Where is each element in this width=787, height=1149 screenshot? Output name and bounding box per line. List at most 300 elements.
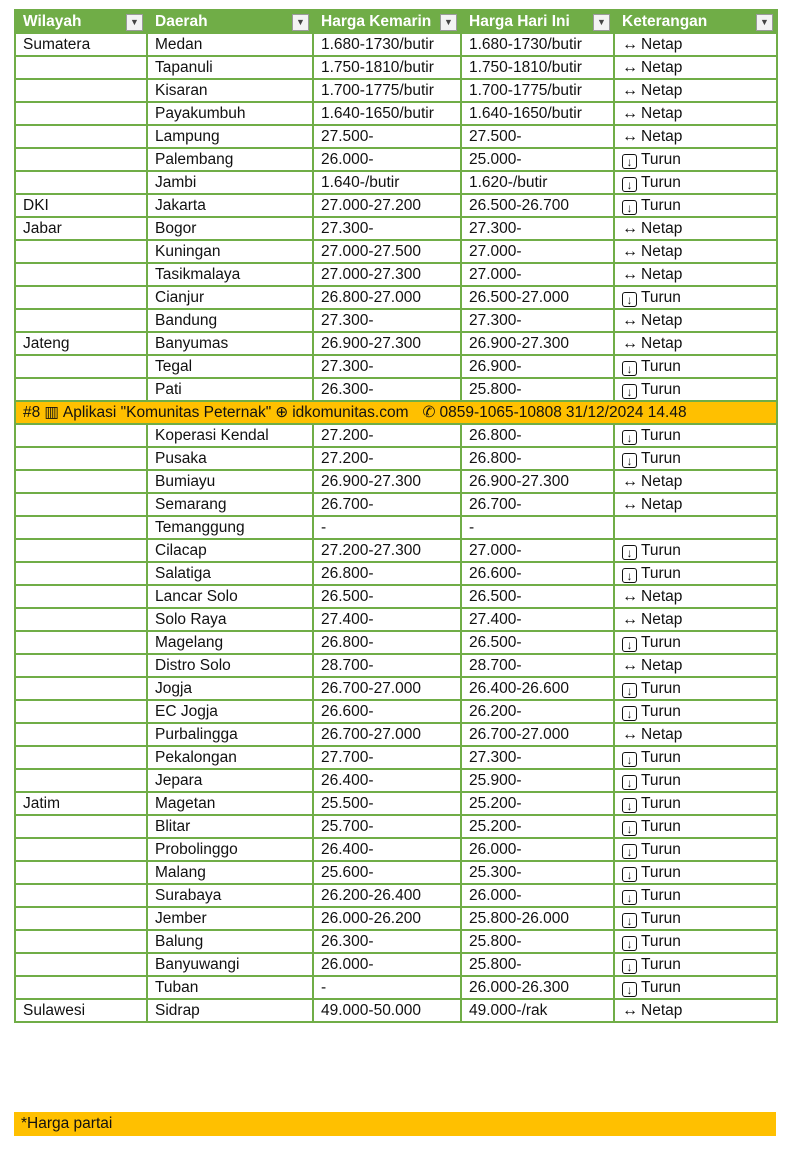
table-row (15, 378, 777, 401)
cell-keterangan[interactable] (614, 79, 777, 102)
keterangan-label: Turun (641, 702, 681, 720)
cell-wilayah[interactable] (15, 953, 147, 976)
cell-wilayah[interactable] (15, 355, 147, 378)
banner-number: #8 (23, 403, 41, 421)
cell-wilayah[interactable] (15, 838, 147, 861)
cell-daerah[interactable]: Tuban (147, 976, 313, 999)
cell-keterangan[interactable] (614, 746, 777, 769)
cell-harga-kemarin[interactable]: 26.700-27.000 (313, 677, 461, 700)
cell-harga-kemarin[interactable]: 27.000-27.300 (313, 263, 461, 286)
filter-dropdown-icon[interactable]: ▼ (126, 14, 143, 31)
cell-keterangan[interactable] (614, 33, 777, 56)
cell-daerah[interactable]: EC Jogja (147, 700, 313, 723)
cell-harga-kemarin[interactable]: 27.700- (313, 746, 461, 769)
cell-harga-hari-ini[interactable]: 25.300- (461, 861, 614, 884)
cell-keterangan[interactable] (614, 56, 777, 79)
header-wilayah-label: Wilayah (23, 12, 82, 30)
cell-harga-hari-ini[interactable]: 26.800- (461, 447, 614, 470)
cell-daerah[interactable]: Sidrap (147, 999, 313, 1022)
cell-harga-hari-ini[interactable]: 26.500-27.000 (461, 286, 614, 309)
cell-daerah[interactable]: Cianjur (147, 286, 313, 309)
header-wilayah[interactable] (15, 10, 147, 33)
cell-harga-kemarin[interactable]: 1.750-1810/butir (313, 56, 461, 79)
cell-harga-kemarin[interactable]: 1.680-1730/butir (313, 33, 461, 56)
cell-harga-kemarin[interactable]: 25.500- (313, 792, 461, 815)
header-harga-hari-ini-label: Harga Hari Ini (469, 12, 570, 30)
cell-harga-hari-ini[interactable]: 27.300- (461, 309, 614, 332)
down-arrow-icon: ↓ (622, 177, 637, 192)
keterangan-label: Netap (641, 1001, 683, 1019)
cell-harga-kemarin[interactable]: 26.200-26.400 (313, 884, 461, 907)
cell-wilayah[interactable] (15, 125, 147, 148)
cell-harga-kemarin[interactable]: 25.600- (313, 861, 461, 884)
table-row (15, 309, 777, 332)
left-right-arrow-icon: ↔ (622, 104, 637, 122)
filter-dropdown-icon[interactable]: ▼ (756, 14, 773, 31)
cell-keterangan[interactable] (614, 355, 777, 378)
cell-keterangan[interactable] (614, 516, 777, 539)
table-row (15, 217, 777, 240)
cell-harga-hari-ini[interactable]: 26.700-27.000 (461, 723, 614, 746)
cell-keterangan[interactable] (614, 194, 777, 217)
left-right-arrow-icon: ↔ (622, 58, 637, 76)
cell-daerah[interactable]: Surabaya (147, 884, 313, 907)
keterangan-label: Netap (641, 81, 683, 99)
cell-harga-hari-ini[interactable]: 26.000- (461, 884, 614, 907)
cell-harga-hari-ini[interactable]: 26.500-26.700 (461, 194, 614, 217)
table-row (15, 125, 777, 148)
cell-harga-hari-ini[interactable]: 26.900-27.300 (461, 332, 614, 355)
cell-daerah[interactable]: Balung (147, 930, 313, 953)
cell-wilayah[interactable] (15, 976, 147, 999)
cell-keterangan[interactable] (614, 562, 777, 585)
cell-daerah[interactable]: Bumiayu (147, 470, 313, 493)
keterangan-label: Turun (641, 909, 681, 927)
filter-dropdown-icon[interactable]: ▼ (292, 14, 309, 31)
promo-banner-row (15, 401, 777, 424)
cell-harga-kemarin[interactable]: 27.200-27.300 (313, 539, 461, 562)
cell-harga-kemarin[interactable]: 26.000- (313, 953, 461, 976)
cell-wilayah[interactable] (15, 608, 147, 631)
cell-wilayah[interactable] (15, 539, 147, 562)
keterangan-label: Turun (641, 449, 681, 467)
table-row (15, 286, 777, 309)
cell-harga-kemarin[interactable]: 27.300- (313, 355, 461, 378)
keterangan-label: Netap (641, 495, 683, 513)
cell-wilayah[interactable] (15, 493, 147, 516)
cell-keterangan[interactable] (614, 286, 777, 309)
cell-keterangan[interactable] (614, 815, 777, 838)
cell-daerah[interactable]: Jakarta (147, 194, 313, 217)
cell-keterangan[interactable] (614, 884, 777, 907)
down-arrow-icon: ↓ (622, 867, 637, 882)
cell-wilayah[interactable] (15, 907, 147, 930)
cell-wilayah[interactable] (15, 654, 147, 677)
cell-keterangan[interactable] (614, 539, 777, 562)
cell-harga-kemarin[interactable]: 26.500- (313, 585, 461, 608)
cell-wilayah[interactable] (15, 677, 147, 700)
table-body (15, 33, 777, 1022)
cell-keterangan[interactable] (614, 240, 777, 263)
down-arrow-icon: ↓ (622, 384, 637, 399)
keterangan-label: Turun (641, 978, 681, 996)
cell-wilayah[interactable]: Sulawesi (15, 999, 147, 1022)
cell-harga-hari-ini[interactable]: 27.000- (461, 240, 614, 263)
cell-daerah[interactable]: Solo Raya (147, 608, 313, 631)
cell-daerah[interactable]: Pusaka (147, 447, 313, 470)
table-row (15, 792, 777, 815)
keterangan-label: Turun (641, 863, 681, 881)
cell-keterangan[interactable] (614, 838, 777, 861)
cell-keterangan[interactable] (614, 769, 777, 792)
cell-keterangan[interactable] (614, 171, 777, 194)
cell-keterangan[interactable] (614, 631, 777, 654)
cell-harga-hari-ini[interactable]: 27.300- (461, 746, 614, 769)
table-row (15, 654, 777, 677)
cell-daerah[interactable]: Distro Solo (147, 654, 313, 677)
table-row (15, 700, 777, 723)
cell-harga-kemarin[interactable]: 27.200- (313, 447, 461, 470)
cell-harga-kemarin[interactable]: 27.300- (313, 309, 461, 332)
cell-keterangan[interactable] (614, 677, 777, 700)
cell-harga-hari-ini[interactable]: 26.800- (461, 424, 614, 447)
cell-daerah[interactable]: Probolinggo (147, 838, 313, 861)
cell-harga-kemarin[interactable]: 27.400- (313, 608, 461, 631)
keterangan-label: Turun (641, 794, 681, 812)
cell-harga-kemarin[interactable]: 26.000- (313, 148, 461, 171)
table-row (15, 930, 777, 953)
cell-harga-kemarin[interactable]: 26.400- (313, 769, 461, 792)
left-right-arrow-icon: ↔ (622, 81, 637, 99)
cell-keterangan[interactable] (614, 907, 777, 930)
cell-harga-hari-ini[interactable]: 27.000- (461, 263, 614, 286)
cell-wilayah[interactable] (15, 769, 147, 792)
cell-harga-hari-ini[interactable]: 1.750-1810/butir (461, 56, 614, 79)
cell-wilayah[interactable] (15, 631, 147, 654)
cell-harga-hari-ini[interactable]: 26.900- (461, 355, 614, 378)
left-right-arrow-icon: ↔ (622, 1001, 637, 1019)
cell-keterangan[interactable] (614, 585, 777, 608)
cell-daerah[interactable]: Bogor (147, 217, 313, 240)
cell-keterangan[interactable] (614, 723, 777, 746)
cell-keterangan[interactable] (614, 953, 777, 976)
cell-harga-kemarin[interactable]: 26.900-27.300 (313, 470, 461, 493)
cell-harga-hari-ini[interactable]: 1.620-/butir (461, 171, 614, 194)
down-arrow-icon: ↓ (622, 683, 637, 698)
cell-harga-kemarin[interactable]: 26.300- (313, 378, 461, 401)
keterangan-label: Turun (641, 150, 681, 168)
cell-harga-hari-ini[interactable]: 26.000- (461, 838, 614, 861)
filter-dropdown-icon[interactable]: ▼ (593, 14, 610, 31)
cell-daerah[interactable]: Lancar Solo (147, 585, 313, 608)
cell-daerah[interactable]: Salatiga (147, 562, 313, 585)
cell-daerah[interactable]: Cilacap (147, 539, 313, 562)
banner-app-text: Aplikasi "Komunitas Peternak" (62, 403, 272, 421)
cell-daerah[interactable]: Tasikmalaya (147, 263, 313, 286)
cell-daerah[interactable]: Temanggung (147, 516, 313, 539)
cell-wilayah[interactable]: Jabar (15, 217, 147, 240)
banner-phone[interactable]: 0859-1065-10808 (439, 403, 562, 421)
table-row (15, 102, 777, 125)
down-arrow-icon: ↓ (622, 752, 637, 767)
cell-wilayah[interactable] (15, 930, 147, 953)
header-harga-hari-ini[interactable] (461, 10, 614, 33)
cell-daerah[interactable]: Jepara (147, 769, 313, 792)
price-sheet (14, 9, 776, 1023)
cell-harga-kemarin[interactable]: 26.800- (313, 562, 461, 585)
cell-harga-hari-ini[interactable]: 25.200- (461, 815, 614, 838)
cell-harga-hari-ini[interactable]: 49.000-/rak (461, 999, 614, 1022)
cell-harga-kemarin[interactable]: 26.700-27.000 (313, 723, 461, 746)
cell-harga-hari-ini[interactable]: 26.400-26.600 (461, 677, 614, 700)
cell-wilayah[interactable] (15, 263, 147, 286)
table-row (15, 148, 777, 171)
telephone-icon: ✆ (422, 404, 436, 421)
cell-wilayah[interactable] (15, 171, 147, 194)
header-harga-kemarin-label: Harga Kemarin (321, 12, 432, 30)
cell-keterangan[interactable] (614, 999, 777, 1022)
down-arrow-icon: ↓ (622, 890, 637, 905)
cell-harga-hari-ini[interactable]: 26.500- (461, 585, 614, 608)
cell-harga-kemarin[interactable]: 25.700- (313, 815, 461, 838)
cell-harga-kemarin[interactable]: 26.400- (313, 838, 461, 861)
cell-keterangan[interactable] (614, 102, 777, 125)
cell-harga-hari-ini[interactable]: 1.700-1775/butir (461, 79, 614, 102)
cell-harga-kemarin[interactable]: 27.300- (313, 217, 461, 240)
cell-harga-kemarin[interactable]: 27.200- (313, 424, 461, 447)
cell-wilayah[interactable] (15, 516, 147, 539)
cell-daerah[interactable]: Kuningan (147, 240, 313, 263)
cell-harga-hari-ini[interactable]: 28.700- (461, 654, 614, 677)
cell-harga-hari-ini[interactable]: 1.640-1650/butir (461, 102, 614, 125)
cell-daerah[interactable]: Kisaran (147, 79, 313, 102)
cell-wilayah[interactable] (15, 102, 147, 125)
cell-harga-kemarin[interactable]: 27.000-27.500 (313, 240, 461, 263)
left-right-arrow-icon: ↔ (622, 610, 637, 628)
cell-harga-kemarin[interactable]: 1.640-1650/butir (313, 102, 461, 125)
header-keterangan[interactable] (614, 10, 777, 33)
cell-wilayah[interactable] (15, 79, 147, 102)
cell-wilayah[interactable] (15, 700, 147, 723)
down-arrow-icon: ↓ (622, 292, 637, 307)
down-arrow-icon: ↓ (622, 844, 637, 859)
cell-harga-kemarin[interactable]: 26.000-26.200 (313, 907, 461, 930)
keterangan-label: Turun (641, 288, 681, 306)
cell-keterangan[interactable] (614, 217, 777, 240)
table-row (15, 424, 777, 447)
cell-harga-kemarin[interactable]: 49.000-50.000 (313, 999, 461, 1022)
down-arrow-icon: ↓ (622, 361, 637, 376)
left-right-arrow-icon: ↔ (622, 35, 637, 53)
cell-harga-hari-ini[interactable]: 1.680-1730/butir (461, 33, 614, 56)
cell-wilayah[interactable]: Jatim (15, 792, 147, 815)
cell-daerah[interactable]: Jember (147, 907, 313, 930)
cell-daerah[interactable]: Malang (147, 861, 313, 884)
table-row (15, 953, 777, 976)
cell-keterangan[interactable] (614, 263, 777, 286)
banner-website[interactable]: idkomunitas.com (292, 403, 409, 421)
keterangan-label: Turun (641, 886, 681, 904)
cell-harga-kemarin[interactable]: 26.800-27.000 (313, 286, 461, 309)
cell-keterangan[interactable] (614, 930, 777, 953)
cell-harga-hari-ini[interactable]: - (461, 516, 614, 539)
left-right-arrow-icon: ↔ (622, 127, 637, 145)
cell-harga-hari-ini[interactable]: 26.000-26.300 (461, 976, 614, 999)
cell-keterangan[interactable] (614, 332, 777, 355)
cell-keterangan[interactable] (614, 792, 777, 815)
cell-harga-hari-ini[interactable]: 25.800- (461, 378, 614, 401)
cell-wilayah[interactable] (15, 309, 147, 332)
cell-harga-hari-ini[interactable]: 26.900-27.300 (461, 470, 614, 493)
cell-keterangan[interactable] (614, 493, 777, 516)
keterangan-label: Turun (641, 771, 681, 789)
cell-harga-hari-ini[interactable]: 25.200- (461, 792, 614, 815)
cell-daerah[interactable]: Payakumbuh (147, 102, 313, 125)
header-harga-kemarin[interactable] (313, 10, 461, 33)
cell-harga-hari-ini[interactable]: 27.300- (461, 217, 614, 240)
cell-harga-hari-ini[interactable]: 25.800- (461, 930, 614, 953)
cell-keterangan[interactable] (614, 424, 777, 447)
cell-harga-kemarin[interactable]: 1.700-1775/butir (313, 79, 461, 102)
footnote: *Harga partai (14, 1112, 776, 1136)
cell-harga-kemarin[interactable]: 27.500- (313, 125, 461, 148)
cell-daerah[interactable]: Palembang (147, 148, 313, 171)
cell-keterangan[interactable] (614, 976, 777, 999)
cell-wilayah[interactable] (15, 861, 147, 884)
down-arrow-icon: ↓ (622, 545, 637, 560)
cell-harga-hari-ini[interactable]: 25.800- (461, 953, 614, 976)
cell-wilayah[interactable] (15, 378, 147, 401)
cell-harga-hari-ini[interactable]: 25.900- (461, 769, 614, 792)
cell-wilayah[interactable] (15, 424, 147, 447)
cell-daerah[interactable]: Magetan (147, 792, 313, 815)
cell-harga-kemarin[interactable]: 26.700- (313, 493, 461, 516)
cell-harga-kemarin[interactable]: 27.000-27.200 (313, 194, 461, 217)
price-table (14, 9, 778, 1023)
cell-harga-kemarin[interactable]: - (313, 976, 461, 999)
cell-harga-hari-ini[interactable]: 25.000- (461, 148, 614, 171)
cell-wilayah[interactable] (15, 884, 147, 907)
cell-harga-kemarin[interactable]: 26.300- (313, 930, 461, 953)
cell-daerah[interactable]: Tapanuli (147, 56, 313, 79)
down-arrow-icon: ↓ (622, 821, 637, 836)
cell-wilayah[interactable] (15, 815, 147, 838)
cell-daerah[interactable]: Tegal (147, 355, 313, 378)
cell-harga-kemarin[interactable]: 26.800- (313, 631, 461, 654)
cell-keterangan[interactable] (614, 654, 777, 677)
left-right-arrow-icon: ↔ (622, 587, 637, 605)
table-row (15, 56, 777, 79)
cell-harga-hari-ini[interactable]: 27.000- (461, 539, 614, 562)
cell-wilayah[interactable]: Sumatera (15, 33, 147, 56)
cell-daerah[interactable]: Blitar (147, 815, 313, 838)
cell-harga-kemarin[interactable]: 28.700- (313, 654, 461, 677)
cell-daerah[interactable]: Pekalongan (147, 746, 313, 769)
down-arrow-icon: ↓ (622, 637, 637, 652)
cell-daerah[interactable]: Medan (147, 33, 313, 56)
cell-harga-kemarin[interactable]: 1.640-/butir (313, 171, 461, 194)
table-row (15, 769, 777, 792)
cell-daerah[interactable]: Bandung (147, 309, 313, 332)
cell-daerah[interactable]: Lampung (147, 125, 313, 148)
cell-wilayah[interactable]: DKI (15, 194, 147, 217)
table-row (15, 884, 777, 907)
cell-wilayah[interactable] (15, 240, 147, 263)
cell-daerah[interactable]: Magelang (147, 631, 313, 654)
cell-keterangan[interactable] (614, 309, 777, 332)
cell-harga-kemarin[interactable]: 26.900-27.300 (313, 332, 461, 355)
keterangan-label: Netap (641, 265, 683, 283)
cell-harga-hari-ini[interactable]: 27.400- (461, 608, 614, 631)
cell-daerah[interactable]: Banyumas (147, 332, 313, 355)
cell-wilayah[interactable] (15, 447, 147, 470)
left-right-arrow-icon: ↔ (622, 472, 637, 490)
header-keterangan-label: Keterangan (622, 12, 708, 30)
keterangan-label: Netap (641, 219, 683, 237)
cell-wilayah[interactable] (15, 286, 147, 309)
down-arrow-icon: ↓ (622, 453, 637, 468)
keterangan-label: Turun (641, 426, 681, 444)
cell-wilayah[interactable] (15, 585, 147, 608)
cell-daerah[interactable]: Semarang (147, 493, 313, 516)
cell-wilayah[interactable] (15, 148, 147, 171)
cell-harga-kemarin[interactable]: - (313, 516, 461, 539)
keterangan-label: Turun (641, 564, 681, 582)
cell-daerah[interactable]: Koperasi Kendal (147, 424, 313, 447)
cell-harga-hari-ini[interactable]: 26.500- (461, 631, 614, 654)
cell-harga-hari-ini[interactable]: 26.700- (461, 493, 614, 516)
cell-daerah[interactable]: Jambi (147, 171, 313, 194)
cell-keterangan[interactable] (614, 861, 777, 884)
cell-daerah[interactable]: Pati (147, 378, 313, 401)
table-row (15, 332, 777, 355)
table-row (15, 838, 777, 861)
cell-wilayah[interactable] (15, 470, 147, 493)
cell-harga-kemarin[interactable]: 26.600- (313, 700, 461, 723)
globe-icon: ⊕ (275, 404, 289, 421)
cell-keterangan[interactable] (614, 700, 777, 723)
cell-wilayah[interactable]: Jateng (15, 332, 147, 355)
cell-wilayah[interactable] (15, 746, 147, 769)
cell-harga-hari-ini[interactable]: 27.500- (461, 125, 614, 148)
cell-daerah[interactable]: Banyuwangi (147, 953, 313, 976)
cell-wilayah[interactable] (15, 723, 147, 746)
table-row (15, 585, 777, 608)
cell-harga-hari-ini[interactable]: 26.200- (461, 700, 614, 723)
cell-keterangan[interactable] (614, 125, 777, 148)
cell-daerah[interactable]: Purbalingga (147, 723, 313, 746)
cell-wilayah[interactable] (15, 562, 147, 585)
cell-daerah[interactable]: Jogja (147, 677, 313, 700)
cell-keterangan[interactable] (614, 148, 777, 171)
cell-keterangan[interactable] (614, 378, 777, 401)
keterangan-label: Turun (641, 380, 681, 398)
table-row (15, 976, 777, 999)
cell-wilayah[interactable] (15, 56, 147, 79)
keterangan-label: Netap (641, 311, 683, 329)
keterangan-label: Netap (641, 587, 683, 605)
table-row (15, 447, 777, 470)
cell-keterangan[interactable] (614, 608, 777, 631)
banner-datetime: 31/12/2024 14.48 (565, 403, 687, 421)
cell-keterangan[interactable] (614, 470, 777, 493)
filter-dropdown-icon[interactable]: ▼ (440, 14, 457, 31)
header-daerah[interactable] (147, 10, 313, 33)
cell-harga-hari-ini[interactable]: 25.800-26.000 (461, 907, 614, 930)
keterangan-label: Netap (641, 127, 683, 145)
cell-keterangan[interactable] (614, 447, 777, 470)
cell-harga-hari-ini[interactable]: 26.600- (461, 562, 614, 585)
